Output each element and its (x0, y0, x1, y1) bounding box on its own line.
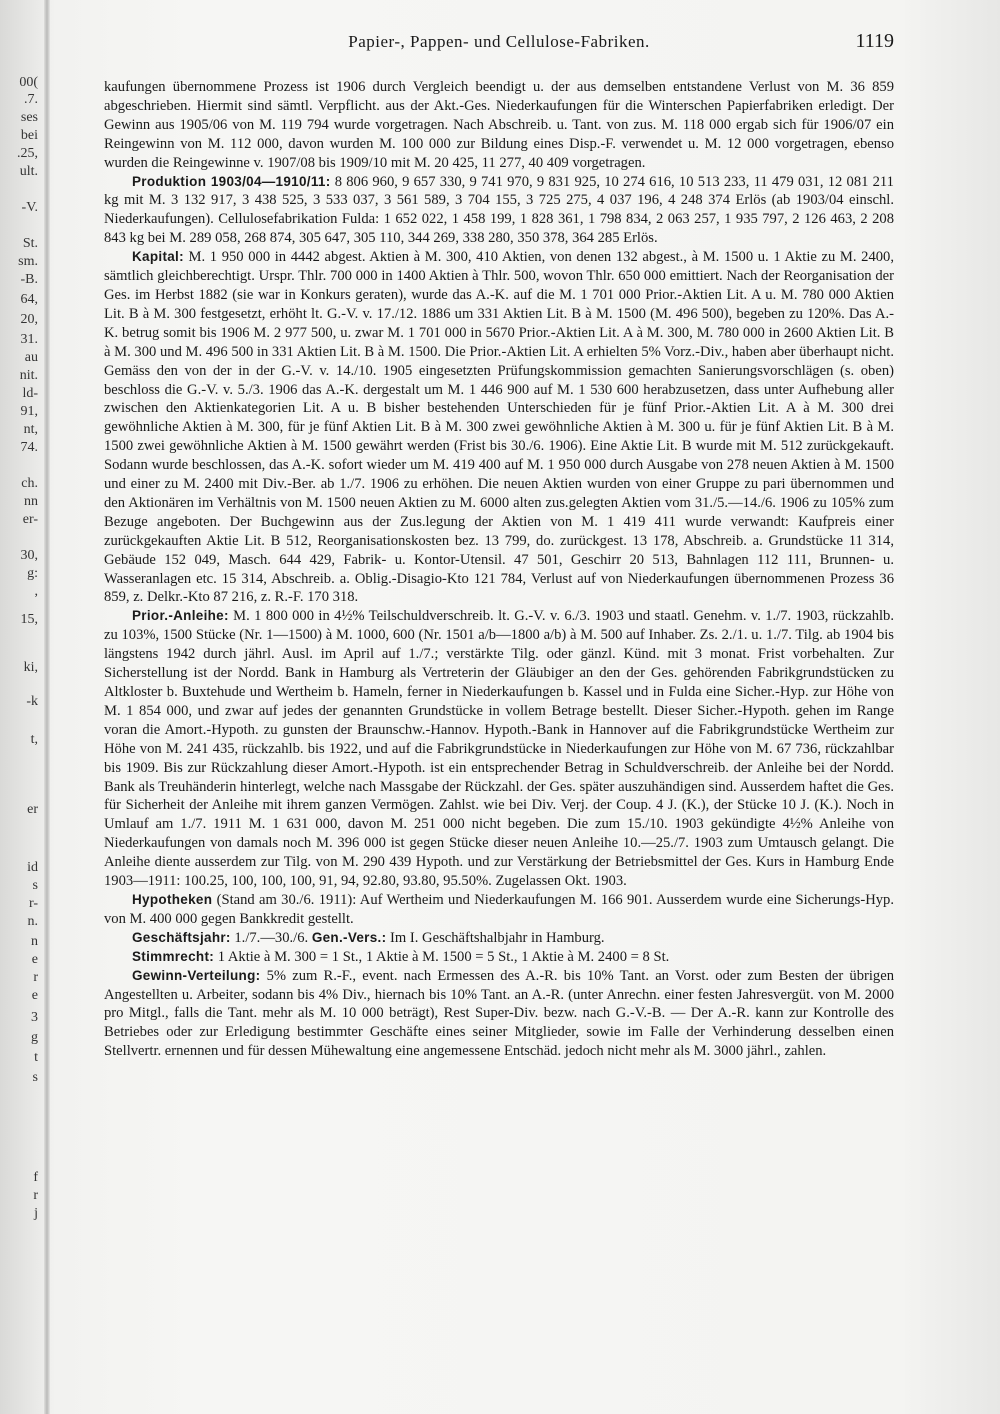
paragraph-geschaeftsjahr (104, 929, 894, 948)
margin-fragment: 31. (20, 332, 38, 347)
margin-fragment: 74. (20, 440, 38, 455)
margin-fragment: bei (20, 128, 38, 143)
margin-fragment: .25, (17, 146, 38, 161)
paragraph-kapital (104, 248, 894, 607)
margin-fragment: ult. (19, 164, 38, 179)
paragraph-produktion (104, 173, 894, 249)
margin-fragment: er- (22, 512, 38, 527)
margin-fragment: id (27, 860, 38, 875)
paragraph-hypotheken (104, 891, 894, 929)
paragraph-text: 5% zum R.-F., event. nach Ermessen des A.-R. bis 10% Tant. an Vorst. oder zum Besten der übrigen Angestellten u. Arbeiter, sodann bis 4% Div., hiernach bis 10% Tant. an A.-R. (unter Anrechn. einer festen Jahresvergüt. von M. 2000 pro Mitgl., falls die Tant. mehr als M. 10 000 beträgt), Rest Super-Div. bezw. nach G.-V.-B. — Der A.-R. kann zur Kontrolle des Betriebes oder zur Erledigung bestimmter Geschäfte eines seiner Mitglieder, sowie im Falle der Verhinderung desselben einen Stellvertr. ernennen und für dessen Mühewaltung eine angemessene Entschäd. jedoch nicht mehr als M. 3000 jährl., zahlen. (104, 967, 894, 1060)
section-label: Gewinn-Verteilung: (132, 967, 261, 983)
page-number: 1119 (855, 30, 894, 52)
margin-fragment: 15, (20, 612, 38, 627)
margin-fragment: e (31, 988, 38, 1003)
margin-fragment: ki, (23, 660, 38, 675)
margin-fragment: au (24, 350, 38, 365)
running-header (104, 32, 894, 62)
section-label: Produktion 1903/04—1910/11: (132, 173, 331, 189)
paragraph-text: 8 806 960, 9 657 330, 9 741 970, 9 831 925, 10 274 616, 10 513 233, 11 479 031, 12 081 211 kg mit M. 3 132 917, 3 438 525, 3 533 037, 3 561 589, 3 704 155, 3 725 275, 4 037 196, 4 248 374 Erlös (ab 1903/04 einschl. Niederkaufungen). Cellulosefabrikation Fulda: 1 652 022, 1 458 199, 1 828 361, 1 798 834, 2 063 257, 1 935 797, 2 126 463, 2 208 843 kg bei M. 289 058, 268 874, 305 647, 305 110, 344 269, 338 280, 350 378, 364 285 Erlös. (104, 173, 894, 247)
paragraph-text: (Stand am 30./6. 1911): Auf Wertheim und Niederkaufungen M. 166 901. Ausserdem wurde eine Sicherungs-Hyp. von M. 400 000 gegen Bankkredit gestellt. (104, 891, 894, 927)
paragraph-text: 1 Aktie à M. 300 = 1 St., 1 Aktie à M. 1500 = 5 St., 1 Aktie à M. 2400 = 8 St. (214, 948, 670, 965)
margin-fragment: 64, (20, 292, 38, 307)
margin-fragment: ld- (22, 386, 38, 401)
margin-fragment: 30, (20, 548, 38, 563)
section-label: Kapital: (132, 249, 184, 265)
margin-fragment: 20, (20, 312, 38, 327)
margin-fragment: St. (22, 236, 38, 251)
margin-fragment: 00( (19, 75, 38, 90)
margin-fragment: 3 (31, 1010, 38, 1025)
margin-fragment: r (33, 1188, 38, 1203)
margin-fragment: t (34, 1050, 38, 1065)
paragraph-text: kaufungen übernommene Prozess ist 1906 durch Vergleich beendigt u. der aus demselben entstandene Verlust von M. 36 859 abgeschrieben. Hiermit sind sämtl. Verpflicht. aus der Akt.-Ges. Niederkaufungen für die Winterschen Papierfabriken erledigt. Der Gewinn aus 1905/06 von M. 119 794 wurde vorgetragen. Nach Abschreib. u. Tant. von zus. M. 118 000 ergab sich für 1906/07 ein Reingewinn von M. 112 000, davon wurden M. 100 000 zur Bildung eines Disp.-F. verwendet u. M. 12 000 vorgetragen, ebenso wurden die Reingewinne v. 1907/08 bis 1909/10 mit M. 20 425, 11 277, 40 409 vorgetragen. (104, 79, 894, 171)
paragraph-text: Im I. Geschäftshalbjahr in Hamburg. (386, 929, 605, 946)
header-title: Papier-, Pappen- und Cellulose-Fabriken. (348, 32, 650, 51)
section-label: Geschäftsjahr: (132, 929, 231, 945)
paragraph-gewinn-verteilung (104, 967, 894, 1062)
paragraph-continuation (104, 78, 894, 173)
margin-fragment: , (34, 584, 38, 599)
section-label: Stimmrecht: (132, 948, 215, 964)
margin-fragment: 91, (20, 404, 38, 419)
book-gutter-shadow (44, 0, 50, 1414)
margin-fragment: g (31, 1030, 38, 1045)
margin-fragment: -k (26, 694, 38, 709)
margin-fragment: -B. (20, 272, 38, 287)
margin-fragment: f (33, 1170, 38, 1185)
margin-fragment: s (32, 878, 38, 893)
margin-fragment: nit. (19, 368, 38, 383)
margin-fragment: e (31, 952, 38, 967)
margin-fragment: r- (28, 896, 38, 911)
previous-page-margin-fragments (0, 70, 40, 1410)
margin-fragment: nt, (23, 422, 38, 437)
paragraph-text: M. 1 800 000 in 4½% Teilschuldverschreib. lt. G.-V. v. 6./3. 1903 und staatl. Genehm. v. 1./7. 1903, rückzahlb. zu 103%, 1500 Stücke (Nr. 1—1500) à M. 1000, 600 (Nr. 1501 a/b—1800 a/b) à M. 500 auf Inhaber. Zs. 2./1. u. 1./7. Tilg. ab 1904 bis längstens 1942 durch jährl. Ausl. im April auf 1./7.; verstärkte Tilg. oder gänzl. Künd. mit 3 monat. Frist vorbehalten. Zur Sicherstellung ist der Nordd. Bank in Hamburg als Vertreterin der Gläubiger an den der Ges. gehörenden Fabrikgrundstücken zu Altkloster b. Buxtehude und Wertheim b. Hameln, ferner in Niederkaufungen b. Kassel und in Fulda eine Sicher.-Hyp. zur Höhe von M. 1 854 000, und zwar auf jedes der genannten Grundstücke in vollem Betrage bestellt. Dieser Sicher.-Hypoth. gehen im Range voran die Amort.-Hypoth. zu gunsten der Braunschw.-Hannov. Hypoth.-Bank in Hannover auf die Fabrikgrundstücke Wertheim zur Höhe von M. 241 435, rückzahlb. bis 1922, und auf die Fabrikgrundstücke in Niederkaufungen zur Höhe von M. 67 736, rückzahlbar bis 1909. Bis zur Rückzahlung dieser Amort.-Hypoth. ist ein entsprechender Betrag in Schuldverschreib. der Anleihe bei der Nordd. Bank als Treuhänderin hinterlegt, welche nach Massgabe der Rückzahl. der Ges. später auszuhändigen sind. Ausserdem haftet die Ges. für Sicherheit der Anleihe mit ihrem ganzen Vermögen. Zahlst. wie bei Div. Verj. der Coup. 4 J. (K.), der Stücke 10 J. (K.). Noch in Umlauf am 1./7. 1911 M. 1 631 000, davon M. 251 000 nicht begeben. Die zum 15./10. 1903 gekündigte 4½% Anleihe von Niederkaufungen von damals noch M. 396 000 ist gegen Stücke dieser neuen Anleihe 10.—25./7. 1903 zum Umtausch gelangt. Die Anleihe diente ausserdem zur Tilg. von M. 290 439 Hypoth. und zur Verstärkung der Betriebsmittel der Ges. Kurs in Hamburg Ende 1903—1911: 100.25, 100, 100, 100, 91, 94, 92.80, 93.80, 95.50%. Zugelassen Okt. 1903. (104, 608, 894, 890)
margin-fragment: t, (30, 732, 38, 747)
section-label: Gen.-Vers.: (311, 929, 387, 945)
margin-fragment: nn (24, 494, 38, 509)
margin-fragment: n. (27, 914, 38, 929)
paragraph-stimmrecht (104, 948, 894, 967)
margin-fragment: n (31, 934, 38, 949)
section-label: Hypotheken (132, 891, 213, 907)
margin-fragment: r (33, 970, 38, 985)
margin-fragment: ses (20, 110, 38, 125)
margin-fragment: j (34, 1206, 38, 1221)
page-body (104, 78, 894, 1061)
margin-fragment: sm. (18, 254, 38, 269)
paragraph-prior-anleihe (104, 607, 894, 891)
margin-fragment: er (27, 802, 38, 817)
margin-fragment: .7. (24, 92, 38, 107)
margin-fragment: g: (27, 566, 38, 581)
margin-fragment: s (32, 1070, 38, 1085)
paragraph-text: M. 1 950 000 in 4442 abgest. Aktien à M. 300, 410 Aktien, von denen 132 abgest., à M. 1500 u. 1 Aktie zu M. 2400, sämtlich gleichberechtigt. Urspr. Thlr. 700 000 in 1400 Aktien à Thlr. 500, wovon Thlr. 650 000 emittiert. Nach der Reorganisation der Ges. im Herbst 1882 (sie war in Konkurs geraten), wurde das A.-K. auf die M. 1 701 000 Prior.-Aktien Lit. A u. M. 780 000 Aktien Lit. B à M. 300 festgesetzt, erhöht lt. G.-V. v. 17./12. 1886 um 331 Aktien Lit. B à M. 1500 (M. 496 500), begeben zu 120%. Das A.-K. betrug somit bis 1906 M. 2 977 500, u. zwar M. 1 701 000 in 5670 Prior.-Aktien Lit. A à M. 300, M. 780 000 in 2600 Aktien Lit. B à M. 300 und M. 496 500 in 331 Aktien Lit. B à M. 1500. Die Prior.-Aktien Lit. A erhielten 5% Vorz.-Div., haben aber überhaupt nicht. Gemäss den von der in der G.-V. v. 14./10. 1905 eingesetzten Prüfungskommission gemachten Sanierungsvorschlägen (s. oben) beschloss die G.-V. v. 5./3. 1906 das A.-K. dergestalt um M. 1 446 900 auf M. 1 530 600 herabzusetzen, dass unter Aufhebung aller zwischen den Aktienkategorien Lit. A u. B bisher bestehenden Unterschieden für je fünf Prior.-Aktien Lit. A à M. 300 drei gewöhnliche Aktien à M. 300, für je fünf Aktien Lit. B à M. 300 zwei gewöhnliche Aktien à M. 300 u. für je fünf Aktien Lit. B à M. 1500 zwei gewöhnliche Aktien à M. 1500 gewährt werden (Frist bis 30./6. 1906). Eine Aktie Lit. B wurde mit M. 512 zurückgekauft. Sodann wurde beschlossen, das A.-K. sofort wieder um M. 419 400 auf M. 1 950 000 durch Ausgabe von 278 neuen Aktien à M. 1500 und einer zu M. 2400 mit Div.-Ber. ab 1./7. 1906 zu erhöhen. Die neuen Aktien wurden von einer Gruppe zu pari übernommen und den Aktionären im Verhältnis von M. 1500 neuen Aktien zu M. 6000 alten zus.gelegten Aktien vom 31./5.—14./6. 1906 zu 105% zum Bezuge angeboten. Der Buchgewinn aus der Zus.legung der Aktien von M. 1 419 411 wurde verwandt: Kaufpreis einer zurückgekauften Aktie Lit. B 512, Reorganisationskosten bez. 13 799, do. zurückgest. 13 178, Abschreib. a. Grundstücke 11 314, Gebäude 152 049, Masch. 644 429, Fabrik- u. Kontor-Utensil. 47 501, Geschirr 20 513, Bahnlagen 112 111, Brunnen- u. Wasseranlagen etc. 15 314, Abschreib. a. Oblig.-Disagio-Kto 121 784, Verlust auf von Niederkaufungen übernommenen Prozess 36 859, z. Delkr.-Kto 87 216, z. R.-F. 170 318. (104, 249, 894, 606)
paragraph-text: 1./7.—30./6. (230, 929, 312, 946)
margin-fragment: -V. (21, 200, 38, 215)
section-label: Prior.-Anleihe: (132, 608, 229, 624)
margin-fragment: ch. (21, 476, 38, 491)
